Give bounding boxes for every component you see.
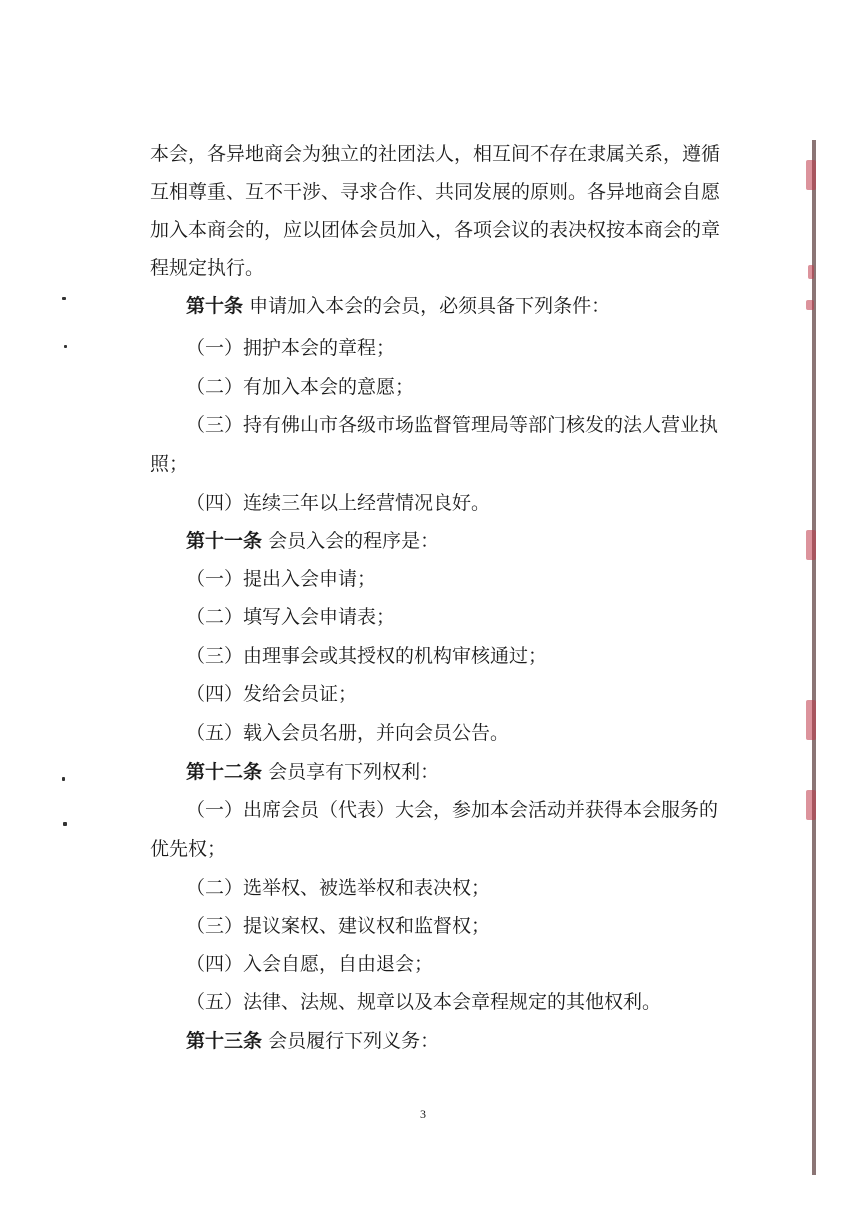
list-item: （二）有加入本会的意愿； bbox=[186, 376, 415, 398]
list-item: （四）连续三年以上经营情况良好。 bbox=[186, 492, 491, 514]
seal-fragment bbox=[806, 160, 816, 190]
article-heading: 第十条 bbox=[186, 295, 244, 317]
article-heading: 第十二条 bbox=[186, 761, 263, 783]
punch-mark bbox=[64, 345, 67, 348]
article-12 bbox=[186, 763, 439, 782]
punch-mark bbox=[63, 822, 67, 826]
list-item: （四）入会自愿，自由退会； bbox=[186, 953, 434, 975]
list-item: （五）载入会员名册，并向会员公告。 bbox=[186, 722, 510, 744]
article-13 bbox=[186, 1032, 439, 1051]
paragraph-line: 互相尊重、互不干涉、寻求合作、共同发展的原则。各异地商会自愿 bbox=[150, 181, 721, 203]
article-text: 申请加入本会的会员，必须具备下列条件： bbox=[249, 295, 611, 317]
list-item-continuation: 照； bbox=[150, 453, 189, 475]
article-text: 会员入会的程序是： bbox=[268, 530, 440, 552]
article-heading: 第十三条 bbox=[186, 1030, 263, 1052]
article-heading: 第十一条 bbox=[186, 530, 263, 552]
punch-mark bbox=[62, 777, 65, 781]
page-number: 3 bbox=[420, 1107, 426, 1121]
seal-fragment bbox=[808, 265, 814, 279]
paragraph-line: 程规定执行。 bbox=[150, 257, 265, 279]
list-item: （一）提出入会申请； bbox=[186, 568, 377, 590]
paragraph-line: 本会，各异地商会为独立的社团法人，相互间不存在隶属关系，遵循 bbox=[150, 143, 721, 165]
list-item: （三）由理事会或其授权的机构审核通过； bbox=[186, 645, 548, 667]
list-item: （二）填写入会申请表； bbox=[186, 606, 396, 628]
seal-fragment bbox=[806, 700, 816, 740]
list-item: （五）法律、法规、规章以及本会章程规定的其他权利。 bbox=[186, 991, 662, 1013]
seal-fragment bbox=[806, 530, 816, 560]
punch-mark bbox=[62, 297, 66, 300]
article-10 bbox=[186, 297, 610, 316]
list-item: （四）发给会员证； bbox=[186, 683, 358, 705]
scan-edge-line bbox=[812, 140, 816, 1175]
seal-fragment bbox=[806, 300, 814, 310]
article-text: 会员享有下列权利： bbox=[268, 761, 440, 783]
list-item: （三）持有佛山市各级市场监督管理局等部门核发的法人营业执 bbox=[186, 414, 719, 436]
list-item: （三）提议案权、建议权和监督权； bbox=[186, 915, 491, 937]
list-item: （二）选举权、被选举权和表决权； bbox=[186, 877, 491, 899]
article-11 bbox=[186, 532, 439, 551]
article-text: 会员履行下列义务： bbox=[268, 1030, 440, 1052]
list-item: （一）出席会员（代表）大会，参加本会活动并获得本会服务的 bbox=[186, 799, 719, 821]
seal-fragment bbox=[806, 790, 816, 820]
list-item: （一）拥护本会的章程； bbox=[186, 337, 396, 359]
paragraph-line: 加入本商会的，应以团体会员加入，各项会议的表决权按本商会的章 bbox=[150, 219, 721, 241]
list-item-continuation: 优先权； bbox=[150, 838, 227, 860]
